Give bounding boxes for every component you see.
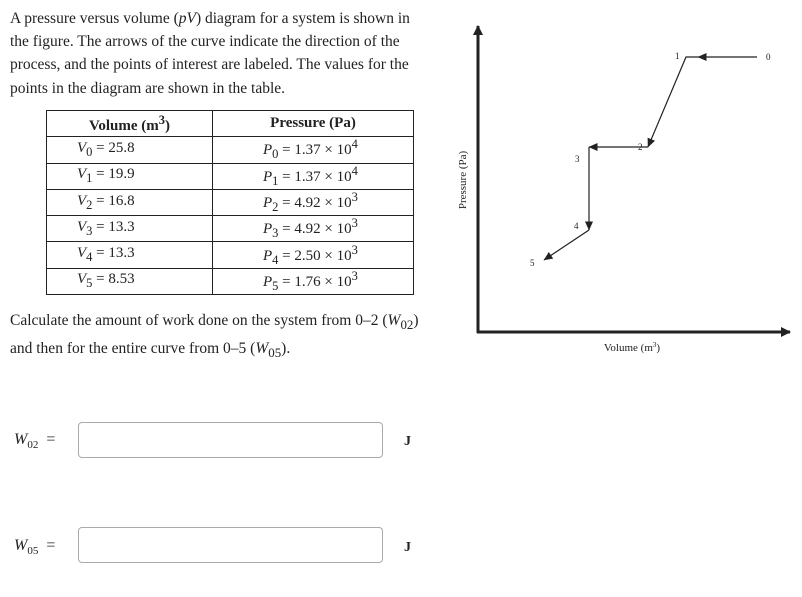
w02-unit: J — [404, 434, 411, 449]
w05-unit: J — [404, 540, 411, 555]
volume-cell: $V_3 = 13.3$ — [47, 216, 213, 242]
table-header-row — [47, 111, 414, 137]
pressure-cell: $P_2 = 4.92 \times 10^3$ — [213, 189, 414, 215]
volume-cell: $V_0 = 25.8$ — [47, 137, 213, 163]
volume-cell: $V_2 = 16.8$ — [47, 189, 213, 215]
point-label-5: 5 — [530, 258, 535, 268]
pressure-cell: $P_5 = 1.76 \times 10^3$ — [213, 268, 414, 294]
point-label-1: 1 — [675, 51, 680, 61]
w02-label: $W_{02}$ = — [14, 431, 56, 452]
point-label-3: 3 — [575, 154, 580, 164]
pressure-cell: $P_4 = 2.50 \times 10^3$ — [213, 242, 414, 268]
volume-header: Volume $(m^3)$ — [47, 111, 213, 137]
table-row — [47, 189, 414, 215]
pv-diagram — [450, 20, 795, 360]
point-label-4: 4 — [574, 221, 579, 231]
pressure-header: Pressure (Pa) — [213, 111, 414, 137]
table-row — [47, 137, 414, 163]
x-axis-label: Volume $(m^3)$ — [603, 341, 661, 354]
problem-intro: A pressure versus volume (pV) diagram for a system is shown in the figure. The arrows of the curve indicate the direction of the process, and the points of interest are labeled. The values for the points in the diagram are shown in the table. — [10, 10, 410, 97]
table-row — [47, 242, 414, 268]
point-label-2: 2 — [638, 142, 643, 152]
volume-cell: $V_4 = 13.3$ — [47, 242, 213, 268]
segment-1-2 — [648, 57, 698, 147]
volume-cell: $V_5 = 8.53$ — [47, 268, 213, 294]
table-row — [47, 163, 414, 189]
w05-answer-input[interactable] — [78, 527, 383, 563]
table-row — [47, 268, 414, 294]
w05-label: $W_{05}$ = — [14, 537, 56, 558]
point-label-0: 0 — [766, 52, 771, 62]
pressure-cell: $P_1 = 1.37 \times 10^4$ — [213, 163, 414, 189]
y-axis-label: Pressure (Pa) — [457, 150, 469, 210]
question-text: Calculate the amount of work done on the system from 0–2 $(W_{02})$ and then for the entire curve from 0–5 $(W_{05})$. — [10, 312, 419, 360]
w02-answer-input[interactable] — [78, 422, 383, 458]
pressure-cell: $P_3 = 4.92 \times 10^3$ — [213, 216, 414, 242]
table-row — [47, 216, 414, 242]
values-table — [46, 110, 414, 295]
segment-4-5 — [544, 230, 589, 260]
volume-cell: $V_1 = 19.9$ — [47, 163, 213, 189]
pressure-cell: $P_0 = 1.37 \times 10^4$ — [213, 137, 414, 163]
